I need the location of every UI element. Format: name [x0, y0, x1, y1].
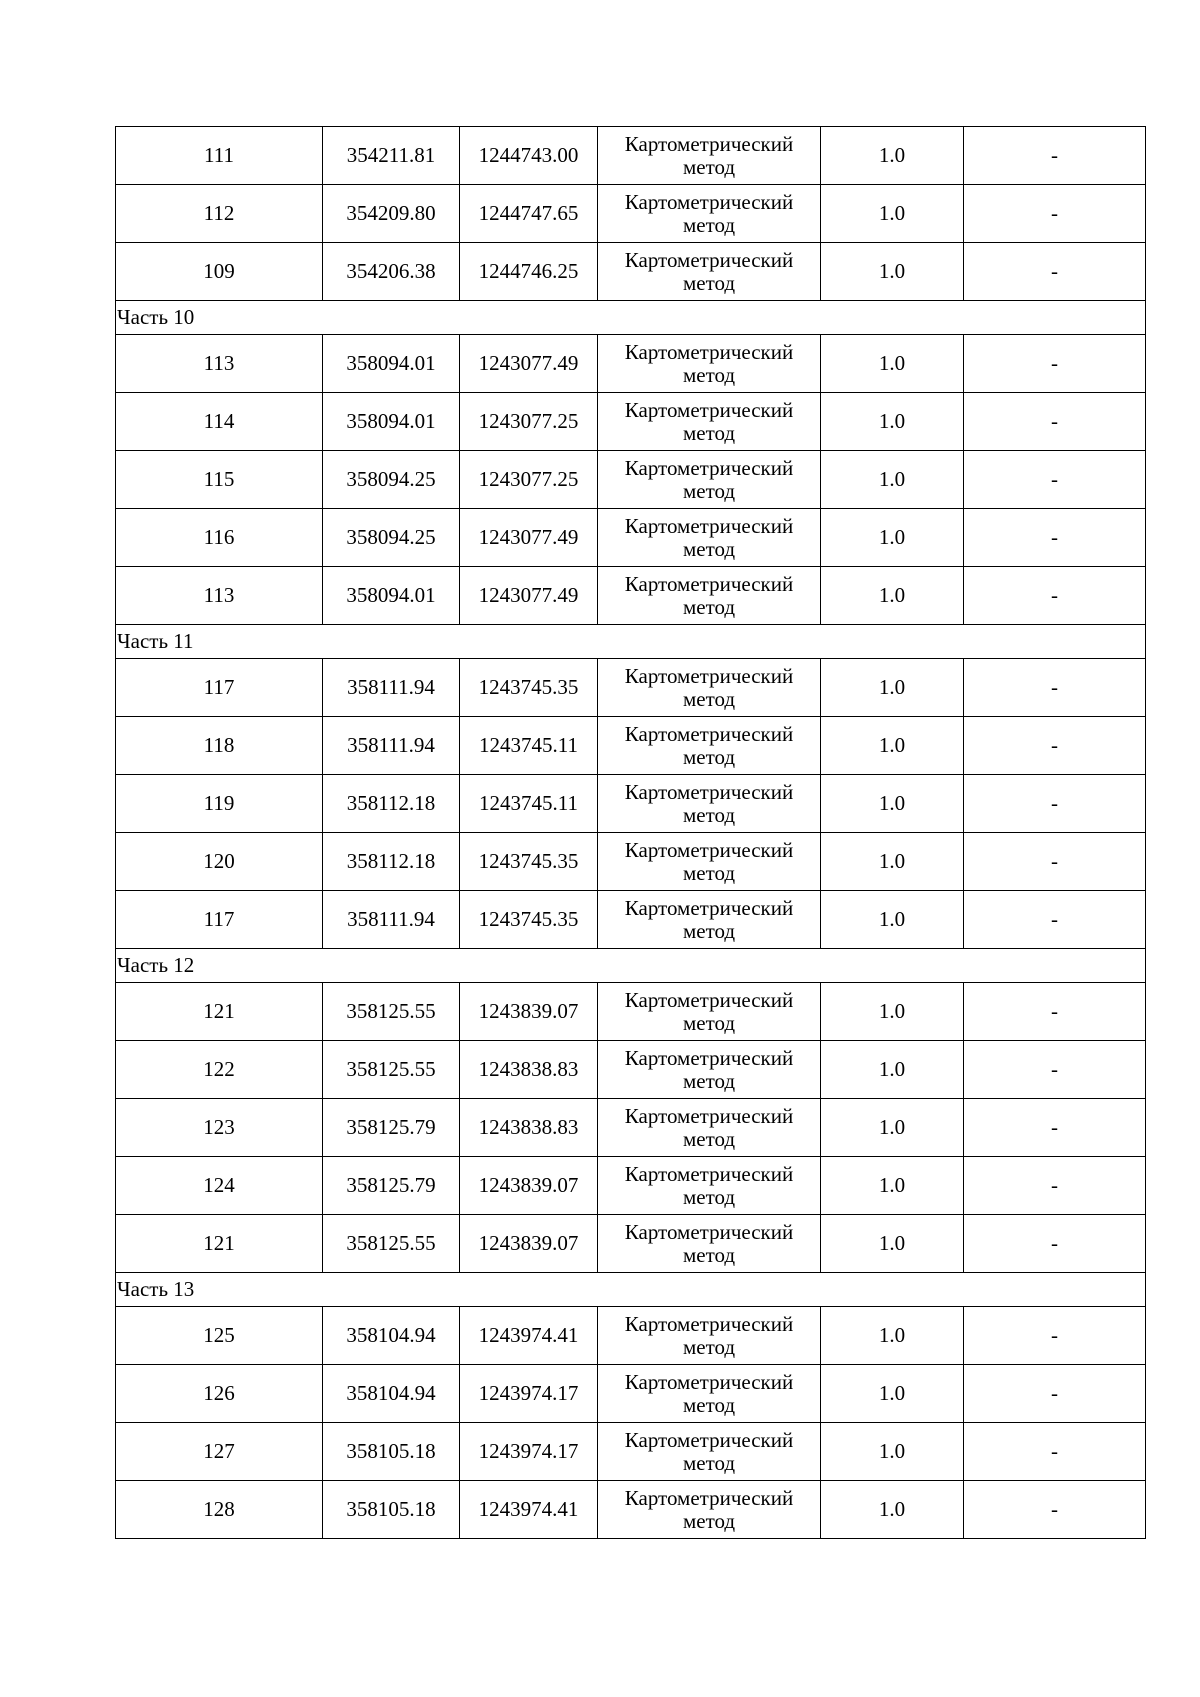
method-cell: Картометрический метод: [598, 1099, 821, 1157]
point-number-cell: 128: [116, 1481, 323, 1539]
y-coordinate-cell: 1243838.83: [460, 1041, 598, 1099]
table-row: [116, 891, 1146, 949]
note-cell: -: [964, 833, 1146, 891]
x-coordinate-cell: 358094.25: [323, 451, 460, 509]
section-header-row: [116, 301, 1146, 335]
precision-cell: 1.0: [821, 1215, 964, 1273]
point-number-cell: 113: [116, 567, 323, 625]
method-cell: Картометрический метод: [598, 775, 821, 833]
y-coordinate-cell: 1243974.17: [460, 1365, 598, 1423]
note-cell: -: [964, 983, 1146, 1041]
x-coordinate-cell: 358125.79: [323, 1157, 460, 1215]
method-cell: Картометрический метод: [598, 1423, 821, 1481]
y-coordinate-cell: 1243077.49: [460, 509, 598, 567]
method-cell: Картометрический метод: [598, 185, 821, 243]
method-cell: Картометрический метод: [598, 659, 821, 717]
table-row: [116, 1041, 1146, 1099]
section-title: Часть 13: [116, 1273, 1146, 1307]
section-header-row: [116, 949, 1146, 983]
method-cell: Картометрический метод: [598, 1041, 821, 1099]
precision-cell: 1.0: [821, 243, 964, 301]
x-coordinate-cell: 354206.38: [323, 243, 460, 301]
x-coordinate-cell: 358094.01: [323, 335, 460, 393]
precision-cell: 1.0: [821, 659, 964, 717]
table-row: [116, 833, 1146, 891]
x-coordinate-cell: 358111.94: [323, 659, 460, 717]
method-cell: Картометрический метод: [598, 833, 821, 891]
x-coordinate-cell: 358125.55: [323, 1041, 460, 1099]
note-cell: -: [964, 1307, 1146, 1365]
point-number-cell: 112: [116, 185, 323, 243]
method-cell: Картометрический метод: [598, 451, 821, 509]
x-coordinate-cell: 358125.79: [323, 1099, 460, 1157]
point-number-cell: 117: [116, 659, 323, 717]
section-title: Часть 11: [116, 625, 1146, 659]
precision-cell: 1.0: [821, 891, 964, 949]
x-coordinate-cell: 358094.25: [323, 509, 460, 567]
note-cell: -: [964, 891, 1146, 949]
table-row: [116, 335, 1146, 393]
point-number-cell: 126: [116, 1365, 323, 1423]
y-coordinate-cell: 1244747.65: [460, 185, 598, 243]
x-coordinate-cell: 358094.01: [323, 567, 460, 625]
method-cell: Картометрический метод: [598, 509, 821, 567]
point-number-cell: 127: [116, 1423, 323, 1481]
note-cell: -: [964, 1099, 1146, 1157]
point-number-cell: 121: [116, 983, 323, 1041]
section-title: Часть 10: [116, 301, 1146, 335]
method-cell: Картометрический метод: [598, 1365, 821, 1423]
y-coordinate-cell: 1243839.07: [460, 1157, 598, 1215]
y-coordinate-cell: 1243974.41: [460, 1481, 598, 1539]
x-coordinate-cell: 358111.94: [323, 891, 460, 949]
section-title: Часть 12: [116, 949, 1146, 983]
y-coordinate-cell: 1243745.35: [460, 833, 598, 891]
precision-cell: 1.0: [821, 1365, 964, 1423]
x-coordinate-cell: 358104.94: [323, 1365, 460, 1423]
y-coordinate-cell: 1243745.11: [460, 775, 598, 833]
table-row: [116, 567, 1146, 625]
x-coordinate-cell: 358111.94: [323, 717, 460, 775]
y-coordinate-cell: 1243839.07: [460, 1215, 598, 1273]
point-number-cell: 109: [116, 243, 323, 301]
section-header-row: [116, 1273, 1146, 1307]
table-row: [116, 1481, 1146, 1539]
method-cell: Картометрический метод: [598, 717, 821, 775]
y-coordinate-cell: 1244746.25: [460, 243, 598, 301]
precision-cell: 1.0: [821, 1041, 964, 1099]
precision-cell: 1.0: [821, 127, 964, 185]
precision-cell: 1.0: [821, 451, 964, 509]
x-coordinate-cell: 354209.80: [323, 185, 460, 243]
coordinates-table: [115, 126, 1146, 1539]
point-number-cell: 116: [116, 509, 323, 567]
table-row: [116, 775, 1146, 833]
x-coordinate-cell: 358125.55: [323, 983, 460, 1041]
point-number-cell: 118: [116, 717, 323, 775]
note-cell: -: [964, 243, 1146, 301]
note-cell: -: [964, 127, 1146, 185]
table-row: [116, 1307, 1146, 1365]
method-cell: Картометрический метод: [598, 1215, 821, 1273]
note-cell: -: [964, 1041, 1146, 1099]
precision-cell: 1.0: [821, 185, 964, 243]
point-number-cell: 123: [116, 1099, 323, 1157]
note-cell: -: [964, 335, 1146, 393]
table-row: [116, 451, 1146, 509]
y-coordinate-cell: 1243745.11: [460, 717, 598, 775]
y-coordinate-cell: 1243974.41: [460, 1307, 598, 1365]
method-cell: Картометрический метод: [598, 243, 821, 301]
precision-cell: 1.0: [821, 833, 964, 891]
note-cell: -: [964, 567, 1146, 625]
table-row: [116, 1215, 1146, 1273]
section-header-row: [116, 625, 1146, 659]
note-cell: -: [964, 1157, 1146, 1215]
note-cell: -: [964, 659, 1146, 717]
method-cell: Картометрический метод: [598, 335, 821, 393]
method-cell: Картометрический метод: [598, 983, 821, 1041]
precision-cell: 1.0: [821, 393, 964, 451]
method-cell: Картометрический метод: [598, 891, 821, 949]
point-number-cell: 119: [116, 775, 323, 833]
table-row: [116, 983, 1146, 1041]
point-number-cell: 125: [116, 1307, 323, 1365]
table-row: [116, 1423, 1146, 1481]
precision-cell: 1.0: [821, 335, 964, 393]
point-number-cell: 117: [116, 891, 323, 949]
method-cell: Картометрический метод: [598, 393, 821, 451]
method-cell: Картометрический метод: [598, 1307, 821, 1365]
x-coordinate-cell: 358112.18: [323, 775, 460, 833]
y-coordinate-cell: 1243077.49: [460, 567, 598, 625]
point-number-cell: 120: [116, 833, 323, 891]
precision-cell: 1.0: [821, 775, 964, 833]
table-row: [116, 1157, 1146, 1215]
point-number-cell: 114: [116, 393, 323, 451]
note-cell: -: [964, 1215, 1146, 1273]
table-row: [116, 243, 1146, 301]
coordinates-table-body: [116, 127, 1146, 1539]
note-cell: -: [964, 775, 1146, 833]
x-coordinate-cell: 358094.01: [323, 393, 460, 451]
point-number-cell: 113: [116, 335, 323, 393]
x-coordinate-cell: 354211.81: [323, 127, 460, 185]
y-coordinate-cell: 1243838.83: [460, 1099, 598, 1157]
note-cell: -: [964, 451, 1146, 509]
point-number-cell: 122: [116, 1041, 323, 1099]
table-row: [116, 1099, 1146, 1157]
precision-cell: 1.0: [821, 567, 964, 625]
table-row: [116, 127, 1146, 185]
note-cell: -: [964, 185, 1146, 243]
precision-cell: 1.0: [821, 1157, 964, 1215]
method-cell: Картометрический метод: [598, 1157, 821, 1215]
precision-cell: 1.0: [821, 1099, 964, 1157]
y-coordinate-cell: 1243745.35: [460, 891, 598, 949]
point-number-cell: 121: [116, 1215, 323, 1273]
point-number-cell: 124: [116, 1157, 323, 1215]
precision-cell: 1.0: [821, 1481, 964, 1539]
precision-cell: 1.0: [821, 1423, 964, 1481]
method-cell: Картометрический метод: [598, 567, 821, 625]
table-row: [116, 393, 1146, 451]
table-row: [116, 1365, 1146, 1423]
x-coordinate-cell: 358104.94: [323, 1307, 460, 1365]
table-row: [116, 717, 1146, 775]
x-coordinate-cell: 358125.55: [323, 1215, 460, 1273]
x-coordinate-cell: 358105.18: [323, 1423, 460, 1481]
precision-cell: 1.0: [821, 983, 964, 1041]
table-row: [116, 185, 1146, 243]
y-coordinate-cell: 1243745.35: [460, 659, 598, 717]
note-cell: -: [964, 393, 1146, 451]
note-cell: -: [964, 509, 1146, 567]
y-coordinate-cell: 1243077.25: [460, 451, 598, 509]
x-coordinate-cell: 358112.18: [323, 833, 460, 891]
point-number-cell: 115: [116, 451, 323, 509]
precision-cell: 1.0: [821, 717, 964, 775]
y-coordinate-cell: 1243974.17: [460, 1423, 598, 1481]
y-coordinate-cell: 1243839.07: [460, 983, 598, 1041]
y-coordinate-cell: 1244743.00: [460, 127, 598, 185]
precision-cell: 1.0: [821, 1307, 964, 1365]
note-cell: -: [964, 1365, 1146, 1423]
method-cell: Картометрический метод: [598, 1481, 821, 1539]
precision-cell: 1.0: [821, 509, 964, 567]
y-coordinate-cell: 1243077.49: [460, 335, 598, 393]
point-number-cell: 111: [116, 127, 323, 185]
y-coordinate-cell: 1243077.25: [460, 393, 598, 451]
note-cell: -: [964, 1423, 1146, 1481]
note-cell: -: [964, 1481, 1146, 1539]
note-cell: -: [964, 717, 1146, 775]
table-row: [116, 509, 1146, 567]
table-row: [116, 659, 1146, 717]
method-cell: Картометрический метод: [598, 127, 821, 185]
x-coordinate-cell: 358105.18: [323, 1481, 460, 1539]
